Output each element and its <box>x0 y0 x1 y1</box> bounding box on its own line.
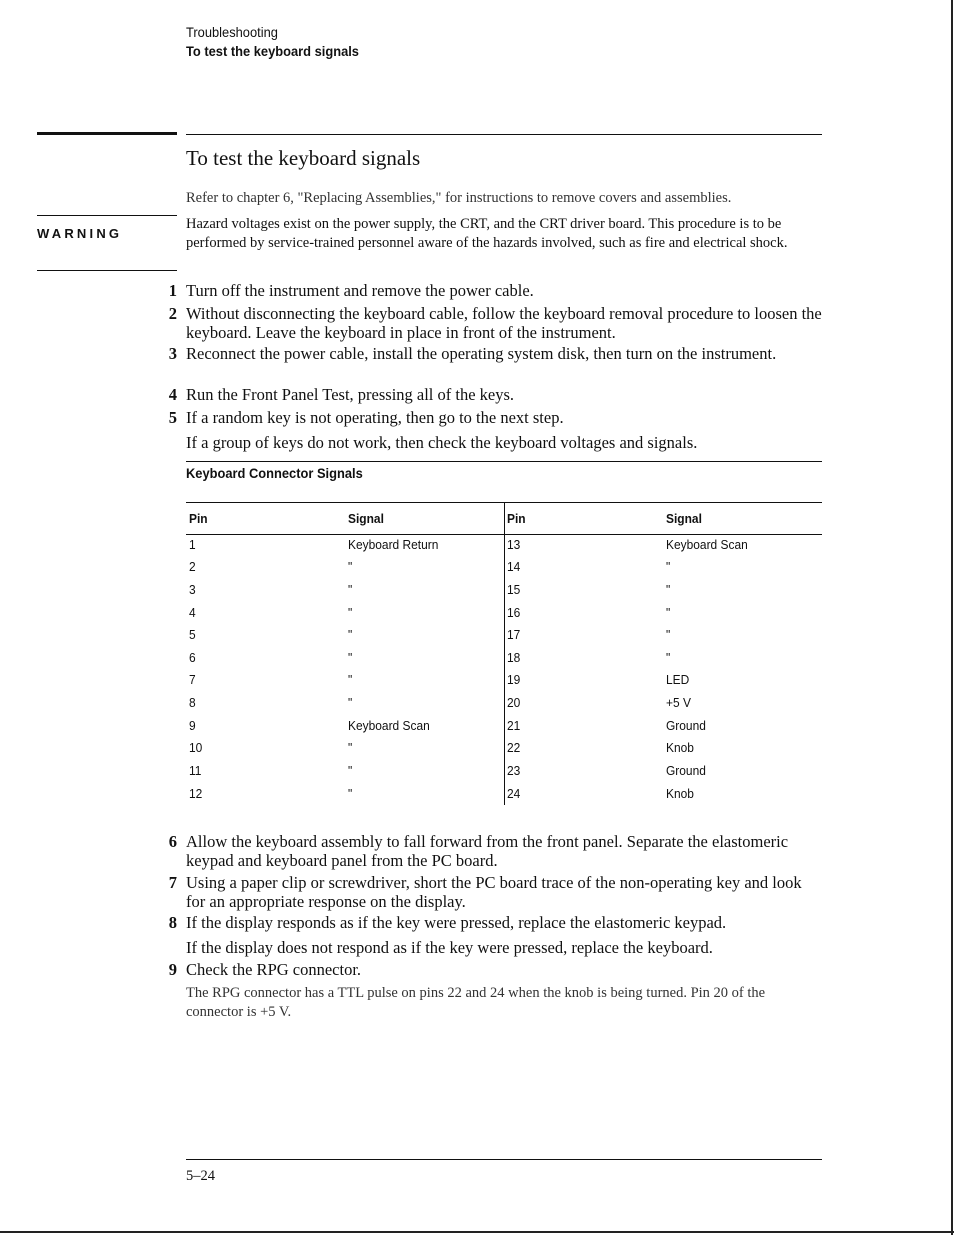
running-header-section: Troubleshooting <box>186 24 278 40</box>
table-cell: Ground <box>666 718 706 733</box>
table-cell: 24 <box>507 786 521 801</box>
table-cell: " <box>348 650 353 665</box>
page-title: To test the keyboard signals <box>186 146 421 170</box>
page-border-right <box>951 0 953 1235</box>
step-text: Allow the keyboard assembly to fall forward from the front panel. Separate the elastomeric keypad and keyboard panel from the PC board. <box>186 832 789 870</box>
footer-rule <box>186 1159 822 1160</box>
table-cell: " <box>666 627 671 642</box>
table-cell: 20 <box>507 695 521 710</box>
table-cell: Keyboard Scan <box>666 537 748 552</box>
table-cell: 7 <box>189 672 196 687</box>
table-cell: 17 <box>507 627 521 642</box>
table-cell: " <box>348 740 353 755</box>
table-cell: 13 <box>507 537 521 552</box>
table-header-signal: Signal <box>666 511 702 526</box>
table-cell: Knob <box>666 740 694 755</box>
step-text: If the display responds as if the key were pressed, replace the elastomeric keypad. <box>186 913 727 932</box>
step-text: Run the Front Panel Test, pressing all of the keys. <box>186 385 515 404</box>
table-cell: " <box>348 695 353 710</box>
step-text: Without disconnecting the keyboard cable, follow the keyboard removal procedure to loosen the keyboard. Leave the keyboard in place in front of the instrument. <box>186 304 822 342</box>
running-header-topic: To test the keyboard signals <box>186 43 359 59</box>
table-cell: 5 <box>189 627 196 642</box>
table-rule-top <box>186 461 822 462</box>
page-border-bottom <box>0 1231 954 1233</box>
step-number: 7 <box>168 873 177 892</box>
step-number: 5 <box>168 408 177 427</box>
warning-rule-top <box>37 215 177 216</box>
step-number: 3 <box>168 344 177 363</box>
table-cell: " <box>666 605 671 620</box>
table-cell: 15 <box>507 582 521 597</box>
table-cell: " <box>348 605 353 620</box>
step-text: If a random key is not operating, then go to the next step. <box>186 408 564 427</box>
table-cell: 8 <box>189 695 196 710</box>
table-cell: +5 V <box>666 695 691 710</box>
step-text: Check the RPG connector. <box>186 960 362 979</box>
table-cell: 6 <box>189 650 196 665</box>
step-number: 4 <box>168 385 177 404</box>
table-header-pin: Pin <box>507 511 526 526</box>
table-cell: 18 <box>507 650 521 665</box>
warning-rule-bottom <box>37 270 177 271</box>
step-number: 8 <box>168 913 177 932</box>
step-number: 6 <box>168 832 177 851</box>
table-cell: 14 <box>507 559 521 574</box>
table-cell: " <box>348 763 353 778</box>
step-8-followup: If the display does not respond as if the key were pressed, replace the keyboard. <box>186 938 713 957</box>
table-cell: 19 <box>507 672 521 687</box>
table-cell: " <box>348 582 353 597</box>
table-header-signal: Signal <box>348 511 384 526</box>
table-cell: Keyboard Scan <box>348 718 430 733</box>
warning-label: WARNING <box>37 226 123 241</box>
table-cell: 9 <box>189 718 196 733</box>
table-cell: 4 <box>189 605 196 620</box>
table-cell: 10 <box>189 740 203 755</box>
step-5-followup: If a group of keys do not work, then check the keyboard voltages and signals. <box>186 433 698 452</box>
intro-text: Refer to chapter 6, "Replacing Assemblies," for instructions to remove covers and assemblies. <box>186 190 732 206</box>
table-cell: Keyboard Return <box>348 537 439 552</box>
step-text: Turn off the instrument and remove the power cable. <box>186 281 534 300</box>
table-cell: " <box>666 559 671 574</box>
table-column-divider <box>504 503 505 805</box>
table-cell: " <box>666 650 671 665</box>
step-number: 1 <box>168 281 177 300</box>
table-cell: " <box>348 559 353 574</box>
step-text: Using a paper clip or screwdriver, short the PC board trace of the non-operating key and look for an appropriate response on the display. <box>186 873 802 911</box>
table-cell: Knob <box>666 786 694 801</box>
section-rule-thick <box>37 132 177 135</box>
warning-text: Hazard voltages exist on the power supply, the CRT, and the CRT driver board. This procedure is to be performed by service-trained personnel aware of the hazards involved, such as fire and electrical shock. <box>186 216 788 251</box>
table-caption: Keyboard Connector Signals <box>186 465 363 481</box>
table-cell: 22 <box>507 740 521 755</box>
table-cell: Ground <box>666 763 706 778</box>
table-cell: " <box>666 582 671 597</box>
step-number: 9 <box>168 960 177 979</box>
table-cell: 1 <box>189 537 196 552</box>
table-cell: " <box>348 627 353 642</box>
table-cell: LED <box>666 672 690 687</box>
table-cell: 11 <box>189 763 202 778</box>
table-cell: 21 <box>507 718 521 733</box>
step-text: Reconnect the power cable, install the operating system disk, then turn on the instrument. <box>186 344 777 363</box>
table-cell: " <box>348 786 353 801</box>
page-number: 5–24 <box>186 1168 215 1184</box>
table-cell: 3 <box>189 582 196 597</box>
table-cell: 12 <box>189 786 203 801</box>
step-9-note: The RPG connector has a TTL pulse on pins 22 and 24 when the knob is being turned. Pin 20 of the connector is +5 V. <box>186 985 766 1020</box>
table-cell: 2 <box>189 559 196 574</box>
table-header-pin: Pin <box>189 511 208 526</box>
table-cell: 16 <box>507 605 521 620</box>
step-number: 2 <box>168 304 177 323</box>
table-cell: " <box>348 672 353 687</box>
section-rule-thin <box>186 134 822 135</box>
table-cell: 23 <box>507 763 521 778</box>
